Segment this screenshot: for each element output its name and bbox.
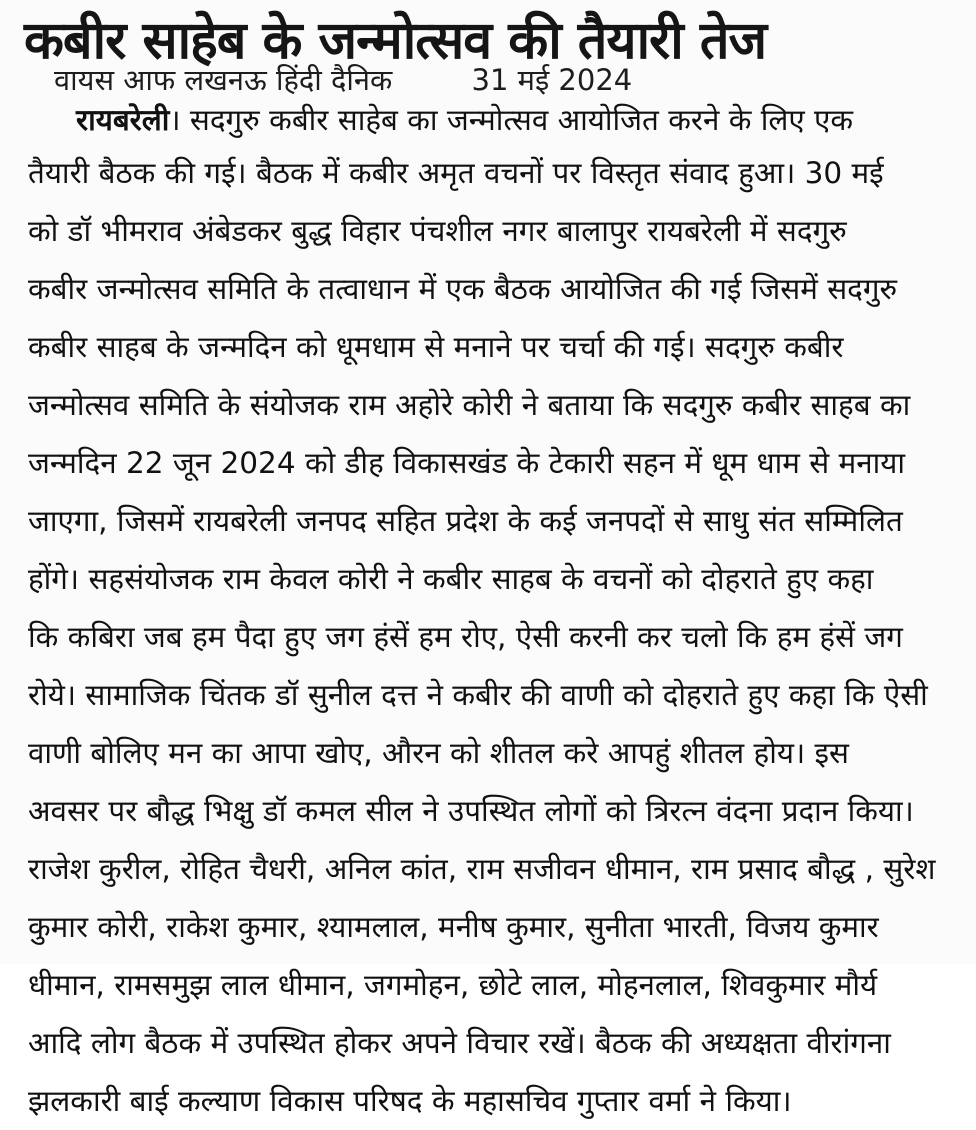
article-line-1-text: । सदगुरु कबीर साहेब का जन्मोत्सव आयोजित करने के लिए एक [169, 103, 854, 137]
article-line-14: राजेश कुरील, रोहित चैधरी, अनिल कांत, राम सजीवन धीमान, राम प्रसाद बौद्ध , सुरेश [28, 852, 936, 886]
article-line-15: कुमार कोरी, राकेश कुमार, श्यामलाल, मनीष कुमार, सुनीता भारती, विजय कुमार [28, 910, 879, 944]
article-line-5: कबीर साहब के जन्मदिन को धूमधाम से मनाने पर चर्चा की गई। सदगुरु कबीर [28, 330, 844, 364]
article-line-10: कि कबिरा जब हम पैदा हुए जग हंसें हम रोए, ऐसी करनी कर चलो कि हम हंसें जग [28, 620, 903, 654]
dateline: रायबरेली [76, 103, 170, 137]
article-line-16: धीमान, रामसमुझ लाल धीमान, जगमोहन, छोटे लाल, मोहनलाल, शिवकुमार मौर्य [28, 968, 878, 1002]
article-line-6: जन्मोत्सव समिति के संयोजक राम अहोरे कोरी ने बताया कि सदगुरु कबीर साहब का [28, 388, 911, 422]
article-line-18: झलकारी बाई कल्याण विकास परिषद के महासचिव गुप्तार वर्मा ने किया। [28, 1084, 792, 1118]
article-line-1 [28, 96, 943, 144]
article-line-9: होंगे। सहसंयोजक राम केवल कोरी ने कबीर साहब के वचनों को दोहराते हुए कहा [28, 562, 874, 596]
article-line-13: अवसर पर बौद्ध भिक्षु डॉ कमल सील ने उपस्थित लोगों को त्रिरत्न वंदना प्रदान किया। [28, 794, 914, 828]
article-line-2: तैयारी बैठक की गई। बैठक में कबीर अमृत वचनों पर विस्तृत संवाद हुआ। 30 मई [28, 156, 884, 190]
article-line-3: को डॉ भीमराव अंबेडकर बुद्ध विहार पंचशील नगर बालापुर रायबरेली में सदगुरु [28, 214, 847, 248]
article-line-7: जन्मदिन 22 जून 2024 को डीह विकासखंड के टेकारी सहन में धूम धाम से मनाया [28, 446, 906, 480]
article-line-12: वाणी बोलिए मन का आपा खोए, औरन को शीतल करे आपहुं शीतल होय। इस [28, 736, 849, 770]
article-line-8: जाएगा, जिसमें रायबरेली जनपद सहित प्रदेश के कई जनपदों से साधु संत सम्मिलित [28, 504, 903, 538]
source-name: वायस आफ लखनऊ हिंदी दैनिक [54, 63, 393, 97]
publication-date: 31 मई 2024 [471, 63, 633, 97]
article-line-11: रोये। सामाजिक चिंतक डॉ सुनील दत्त ने कबीर की वाणी को दोहराते हुए कहा कि ऐसी [28, 678, 928, 712]
article-body [28, 96, 943, 1130]
headline: कबीर साहेब के जन्मोत्सव की तैयारी तेज [24, 11, 767, 71]
article-line-4: कबीर जन्मोत्सव समिति के तत्वाधान में एक बैठक आयोजित की गई जिसमें सदगुरु [28, 272, 898, 306]
article-line-17: आदि लोग बैठक में उपस्थित होकर अपने विचार रखें। बैठक की अध्यक्षता वीरांगना [28, 1026, 891, 1060]
